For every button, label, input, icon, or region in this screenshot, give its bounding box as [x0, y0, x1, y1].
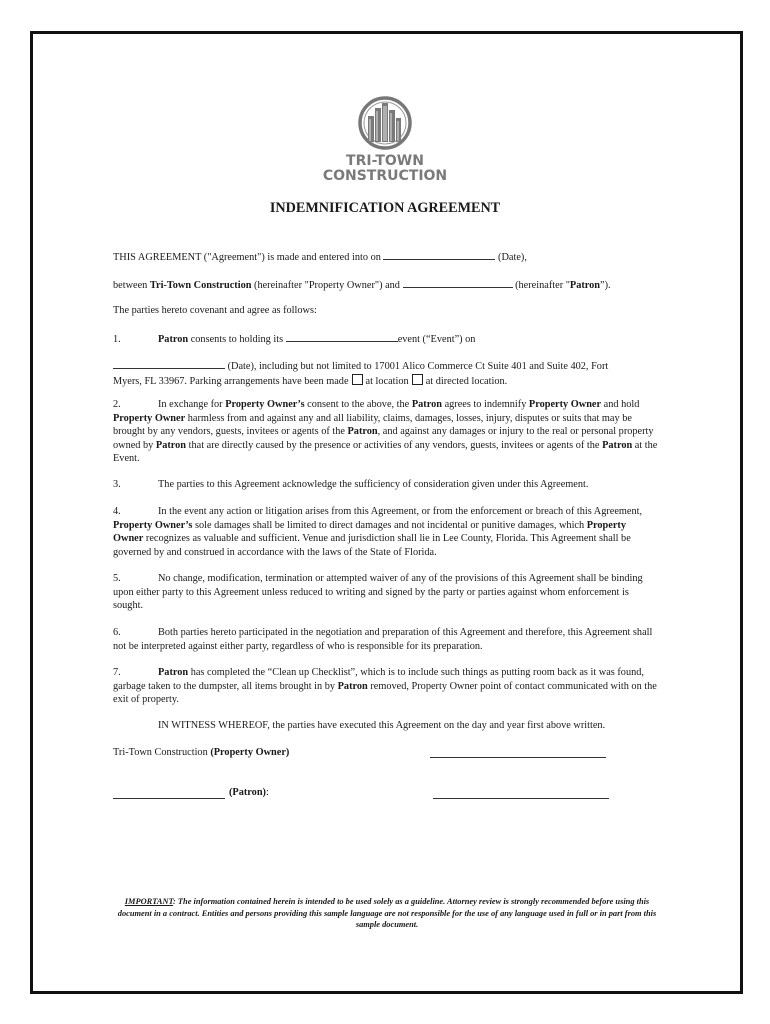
patron-term: Patron	[569, 280, 601, 291]
section-text: consent to the above, the	[307, 399, 410, 410]
signature-role: (Property Owner)	[210, 747, 290, 758]
patron-term: Patron	[155, 439, 187, 451]
intro-close: ”).	[600, 280, 611, 291]
section-number: 1.	[113, 334, 121, 345]
important-notice	[112, 896, 662, 931]
patron-signature-label	[229, 786, 309, 800]
section-text: consents to holding its	[190, 334, 284, 345]
section-text: In the event any action or litigation arises from this Agreement, or from the enforcement or breach of this Agreement,	[158, 506, 643, 517]
intro-hereinafter: (hereinafter "	[515, 280, 570, 291]
intro-text: THIS AGREEMENT ("Agreement") is made and entered into on	[113, 252, 381, 263]
section-number: 2.	[113, 399, 121, 410]
section-text: Both parties hereto participated in the negotiation and preparation of this Agreement and therefore, this Agreement shall not be interpreted against either party, regardless of who is responsible for its preparation.	[113, 627, 653, 652]
patron-name-blank[interactable]	[403, 277, 513, 288]
patron-term: Patron	[411, 399, 442, 410]
section-text: and hold	[603, 399, 640, 410]
property-owner-term: Property Owner	[113, 412, 186, 424]
section-text: at directed location.	[425, 375, 508, 387]
property-owner-term: Property Owner	[113, 519, 627, 545]
intro-line-1	[113, 249, 658, 265]
section-6	[113, 626, 658, 653]
company-name: Tri-Town Construction	[149, 280, 252, 291]
parking-location-checkbox[interactable]	[352, 374, 363, 385]
date-blank[interactable]	[383, 249, 495, 260]
section-text: harmless from and against any and all liability, claims, damages, losses, injury, disputes or suits that may be brought by any vendors, guests, invitees or agents of the	[113, 412, 632, 438]
signature-role: (Patron)	[229, 787, 266, 798]
important-text: : The information contained herein is intended to be used solely as a guideline. Attorney review is strongly recommended before using this document in a contract. Entities and persons providing this sample language are not responsible for the use of any language used in full or in part from this sample document.	[117, 897, 657, 929]
patron-signature-line[interactable]	[433, 797, 609, 799]
covenant-line: The parties hereto covenant and agree as follows:	[113, 305, 317, 316]
section-1	[113, 331, 658, 347]
section-text: No change, modification, termination or attempted waiver of any of the provisions of this Agreement shall be binding upon either party to this Agreement unless reduced to writing and signed by the party or parties against whom enforcement is sought.	[113, 573, 643, 612]
section-text: recognizes as valuable and sufficient. Venue and jurisdiction shall lie in Lee County, Florida. This Agreement shall be governed by and construed in accordance with the laws of the State of Florida.	[113, 533, 631, 558]
witness-clause: IN WITNESS WHEREOF, the parties have executed this Agreement on the day and year first above written.	[158, 720, 606, 731]
patron-term: Patron	[158, 334, 189, 345]
section-text: that are directly caused by the presence or activities of any vendors, guests, invitees or agents of the	[188, 439, 600, 451]
important-label: IMPORTANT	[124, 897, 174, 906]
patron-term: Patron	[602, 439, 633, 451]
section-2	[113, 398, 658, 466]
section-number: 7.	[113, 667, 121, 678]
intro-date-label: (Date),	[498, 252, 527, 263]
event-date-blank[interactable]	[113, 358, 225, 369]
parking-directed-checkbox[interactable]	[412, 374, 423, 385]
section-number: 6.	[113, 627, 121, 638]
section-text: The parties to this Agreement acknowledge the sufficiency of consideration given under this Agreement.	[158, 479, 589, 490]
section-text: Myers, FL 33967. Parking arrangements have been made	[113, 375, 349, 387]
event-blank[interactable]	[286, 331, 398, 342]
section-number: 5.	[113, 573, 121, 584]
intro-owner-text: (hereinafter "Property Owner") and	[254, 280, 400, 291]
section-text: , and against any damages or injury to the real or personal property owned by	[113, 426, 654, 451]
logo-line-1: TRI-TOWN	[346, 153, 424, 169]
document-title: INDEMNIFICATION AGREEMENT	[269, 200, 501, 216]
building-logo-icon	[320, 94, 450, 184]
patron-term: Patron	[347, 426, 378, 438]
section-text: has completed the “Clean up Checklist”, which is to include such things as putting room back as it was found, garbage taken to the dumpster, all items brought in by	[113, 667, 644, 692]
intro-line-2	[113, 277, 673, 293]
section-text: agrees to indemnify	[444, 399, 527, 410]
section-text: event (“Event”) on	[397, 334, 476, 345]
intro-between: between	[113, 280, 148, 291]
section-7	[113, 666, 658, 707]
property-owner-term: Property Owner’s	[113, 519, 193, 531]
section-text: (Date), including but not limited to 17001 Alico Commerce Ct Suite 401 and Suite 402, Fort	[227, 361, 609, 372]
signature-company: Tri-Town Construction	[113, 747, 208, 758]
section-text: at location	[365, 375, 409, 387]
section-text: In exchange for	[158, 399, 223, 410]
section-5	[113, 572, 658, 613]
signature-colon: :	[265, 787, 269, 798]
company-logo	[320, 94, 450, 184]
section-number: 3.	[113, 479, 121, 490]
property-owner-term: Property Owner	[528, 399, 602, 410]
section-text: removed, Property Owner point of contact communicated with on the exit of property.	[113, 680, 657, 706]
section-1-cont	[113, 358, 663, 388]
property-owner-term: Property Owner’s	[225, 399, 305, 410]
section-4	[113, 505, 658, 559]
owner-signature-line[interactable]	[430, 756, 606, 758]
section-text: at the Event.	[113, 439, 658, 465]
section-number: 4.	[113, 506, 121, 517]
logo-line-2: CONSTRUCTION	[322, 168, 448, 184]
section-3	[113, 478, 658, 492]
section-text: sole damages shall be limited to direct damages and not incidental or punitive damages, which	[194, 519, 585, 531]
patron-term: Patron	[337, 680, 368, 692]
patron-term: Patron	[158, 667, 189, 678]
patron-name-line[interactable]	[113, 797, 225, 799]
